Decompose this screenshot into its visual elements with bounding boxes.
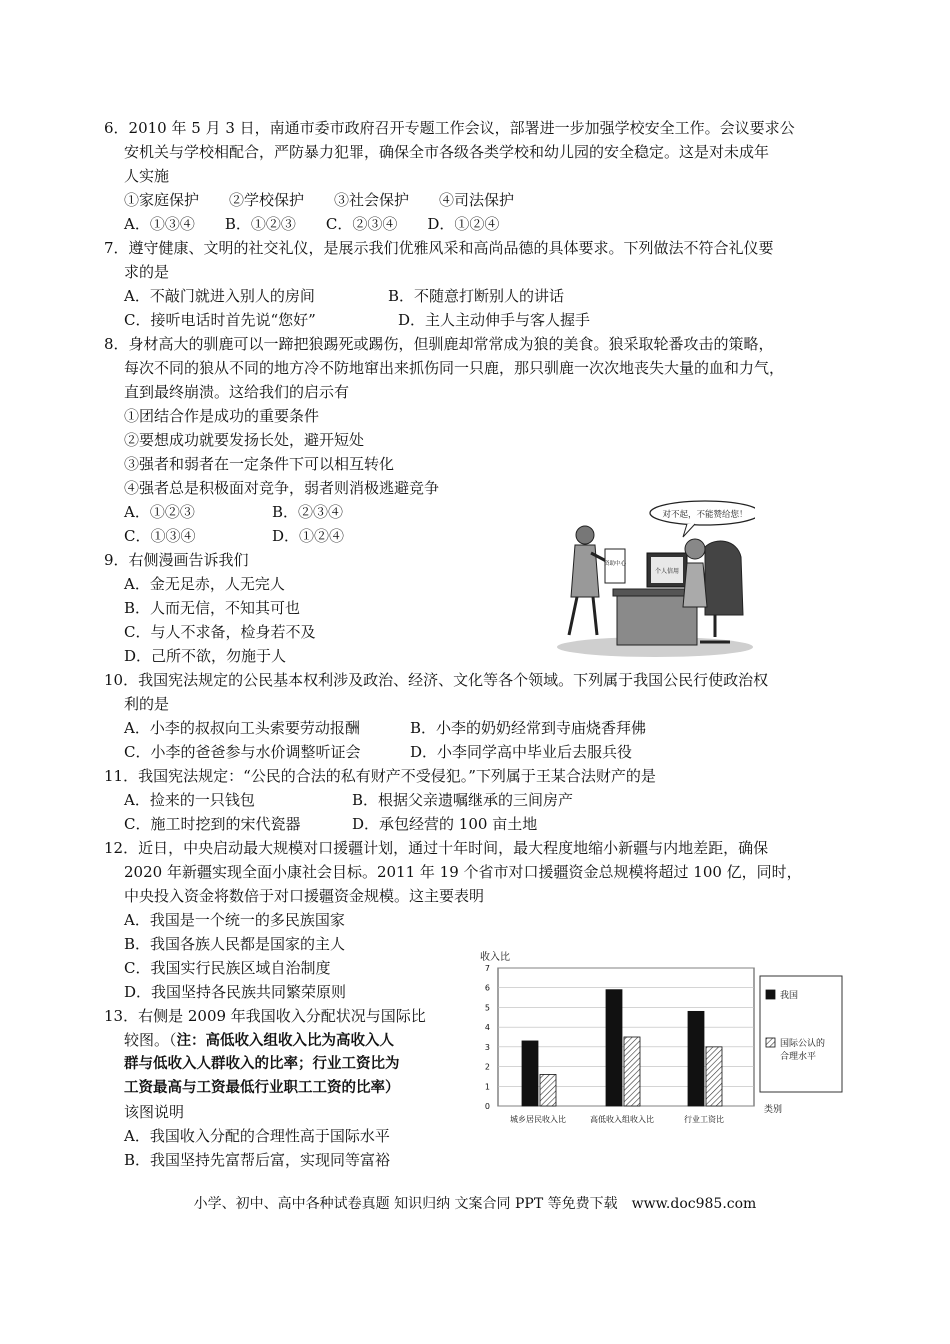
chart-bar-china-1 xyxy=(606,990,622,1106)
q13-note-2: 群与低收入人群收入的比率；行业工资比为 xyxy=(124,1056,400,1072)
chart-y-tick-label: 2 xyxy=(484,1062,490,1072)
q11-choice-a: A．捡来的一只钱包 xyxy=(124,791,255,809)
q12-line-1: 12．近日，中央启动最大规模对口援疆计划，通过十年时间，最大程度地缩小新疆与内地差距，确保 xyxy=(104,839,769,857)
q8-choice-a: A．①②③ xyxy=(124,503,195,521)
q8-option-4: ④强者总是积极面对竞争，弱者则消极逃避竞争 xyxy=(124,479,440,497)
q6-line-2: 安机关与学校相配合，严防暴力犯罪，确保全市各级各类学校和幼儿园的安全稳定。这是对未成年 xyxy=(124,143,770,161)
cartoon-illustration xyxy=(555,497,755,657)
q9-choice-d: D．己所不欲，勿施于人 xyxy=(124,647,287,665)
chart-x-ticks xyxy=(510,1114,724,1124)
chart-y-tick-label: 4 xyxy=(484,1023,490,1033)
chart-y-tick-label: 3 xyxy=(484,1042,490,1052)
q13-line-3: 该图说明 xyxy=(124,1103,185,1121)
chart-x-tick-label: 高低收入组收入比 xyxy=(590,1115,654,1124)
chart-ylabel: 收入比 xyxy=(480,952,510,963)
chart-legend xyxy=(760,976,842,1092)
q7-choice-a: A．不敲门就进入别人的房间 xyxy=(124,287,315,305)
q8-line-3: 直到最终崩溃。这给我们的启示有 xyxy=(124,383,350,401)
chart-bar-intl-1 xyxy=(624,1037,640,1106)
q10-choice-b: B．小李的奶奶经常到寺庙烧香拜佛 xyxy=(410,719,647,737)
chart-xlabel: 类别 xyxy=(764,1105,783,1115)
q7-line-2: 求的是 xyxy=(124,263,170,281)
chart-y-tick-label: 1 xyxy=(484,1082,490,1092)
q8-choice-d: D．①②④ xyxy=(272,527,345,545)
chart-legend-swatch xyxy=(766,990,775,999)
q7-line-1: 7．遵守健康、文明的社交礼仪，是展示我们优雅风采和高尚品德的具体要求。下列做法不符合礼仪要 xyxy=(104,239,774,257)
q7-choice-d: D．主人主动伸手与客人握手 xyxy=(398,311,591,329)
q10-line-1: 10．我国宪法规定的公民基本权利涉及政治、经济、文化等各个领域。下列属于我国公民行使政治权 xyxy=(104,671,769,689)
q12-line-2: 2020 年新疆实现全面小康社会目标。2011 年 19 个省市对口援疆资金总规模将超过 100 亿，同时， xyxy=(124,863,802,881)
chart-x-tick-label: 城乡居民收入比 xyxy=(510,1115,566,1124)
chart-legend-label: 我国 xyxy=(780,991,799,1001)
q11-line-1: 11．我国宪法规定：“公民的合法的私有财产不受侵犯。”下列属于王某合法财产的是 xyxy=(104,767,656,785)
q8-option-2: ②要想成功就要发扬长处，避开短处 xyxy=(124,431,365,449)
q11-choice-c: C．施工时挖到的宋代瓷器 xyxy=(124,815,301,833)
q9-choice-b: B．人而无信，不知其可也 xyxy=(124,599,301,617)
chart-x-tick-label: 行业工资比 xyxy=(684,1115,724,1124)
q11-choice-d: D．承包经营的 100 亩土地 xyxy=(352,815,538,833)
q7-choice-b: B．不随意打断别人的讲话 xyxy=(388,287,565,305)
chart-y-tick-label: 5 xyxy=(484,1003,490,1013)
q13-line-2 xyxy=(124,1030,394,1051)
q6-line-3: 人实施 xyxy=(124,167,170,185)
q6-options: ①家庭保护 ②学校保护 ③社会保护 ④司法保护 xyxy=(124,191,515,209)
q6-line-1: 6．2010 年 5 月 3 日，南通市委市政府召开专题工作会议，部署进一步加强学校安全工作。会议要求公 xyxy=(104,119,795,137)
q10-choice-c: C．小李的爸爸参与水价调整听证会 xyxy=(124,743,361,761)
q13-line-1: 13．右侧是 2009 年我国收入分配状况与国际比 xyxy=(104,1007,426,1025)
q12-line-3: 中央投入资金将数倍于对口援疆资金规模。这主要表明 xyxy=(124,887,485,905)
q10-choice-d: D．小李同学高中毕业后去服兵役 xyxy=(410,743,633,761)
chart-y-tick-label: 6 xyxy=(484,983,490,993)
q8-line-2: 每次不同的狼从不同的地方冷不防地窜出来抓伤同一只鹿，那只驯鹿一次次地丧失大量的血和力气， xyxy=(124,359,785,377)
q12-choice-b: B．我国各族人民都是国家的主人 xyxy=(124,935,346,953)
cartoon-screen-text: 个人信用 xyxy=(654,568,680,575)
chart-legend-label-cont: 合理水平 xyxy=(780,1052,817,1062)
q13-line-2-prefix: 较图。（ xyxy=(124,1031,177,1049)
chart-legend-swatch xyxy=(766,1038,775,1047)
page-footer: 小学、初中、高中各种试卷真题 知识归纳 文案合同 PPT 等免费下载 www.doc985.com xyxy=(193,1196,757,1212)
q13-note-3: 工资最高与工资最低行业职工工资的比率） xyxy=(124,1080,400,1096)
q13-choice-a: A．我国收入分配的合理性高于国际水平 xyxy=(124,1127,390,1145)
q12-choice-a: A．我国是一个统一的多民族国家 xyxy=(124,911,345,929)
q11-choice-b: B．根据父亲遗嘱继承的三间房产 xyxy=(352,791,574,809)
chart-y-ticks xyxy=(485,964,490,1111)
chart-bar-china-2 xyxy=(688,1011,704,1106)
chart-bar-intl-2 xyxy=(706,1047,722,1106)
chart-y-tick-label: 0 xyxy=(484,1102,490,1111)
q13-choice-b: B．我国坚持先富帮后富，实现同等富裕 xyxy=(124,1151,391,1169)
q12-choice-d: D．我国坚持各民族共同繁荣原则 xyxy=(124,983,347,1001)
q8-option-1: ①团结合作是成功的重要条件 xyxy=(124,407,320,425)
chart-bar-intl-0 xyxy=(540,1074,556,1106)
q8-choice-c: C．①③④ xyxy=(124,527,196,545)
cartoon-sign-text: 资助中心 xyxy=(603,561,627,567)
q10-line-2: 利的是 xyxy=(124,695,170,713)
q13-note-1: 注：高低收入组收入比为高收入人 xyxy=(176,1033,395,1049)
q12-choice-c: C．我国实行民族区域自治制度 xyxy=(124,959,331,977)
cartoon-bubble-text: 对不起，不能赞给您！ xyxy=(662,510,748,520)
q8-choice-b: B．②③④ xyxy=(272,503,344,521)
q10-choice-a: A．小李的叔叔向工头索要劳动报酬 xyxy=(124,719,360,737)
chart-bar-china-0 xyxy=(522,1041,538,1106)
q8-option-3: ③强者和弱者在一定条件下可以相互转化 xyxy=(124,455,395,473)
q7-choice-c: C．接听电话时首先说“您好” xyxy=(124,311,316,329)
q8-line-1: 8．身材高大的驯鹿可以一蹄把狼踢死或踢伤，但驯鹿却常常成为狼的美食。狼采取轮番攻击的策略， xyxy=(104,335,774,353)
q6-choices: A．①③④ B．①②③ C．②③④ D．①②④ xyxy=(124,215,500,233)
chart-legend-label: 国际公认的 xyxy=(780,1039,826,1049)
income-ratio-chart xyxy=(472,948,852,1138)
q9-choice-a: A．金无足赤，人无完人 xyxy=(124,575,285,593)
q9-choice-c: C．与人不求备，检身若不及 xyxy=(124,623,316,641)
q9-line-1: 9．右侧漫画告诉我们 xyxy=(104,551,249,569)
chart-y-tick-label: 7 xyxy=(484,964,490,973)
